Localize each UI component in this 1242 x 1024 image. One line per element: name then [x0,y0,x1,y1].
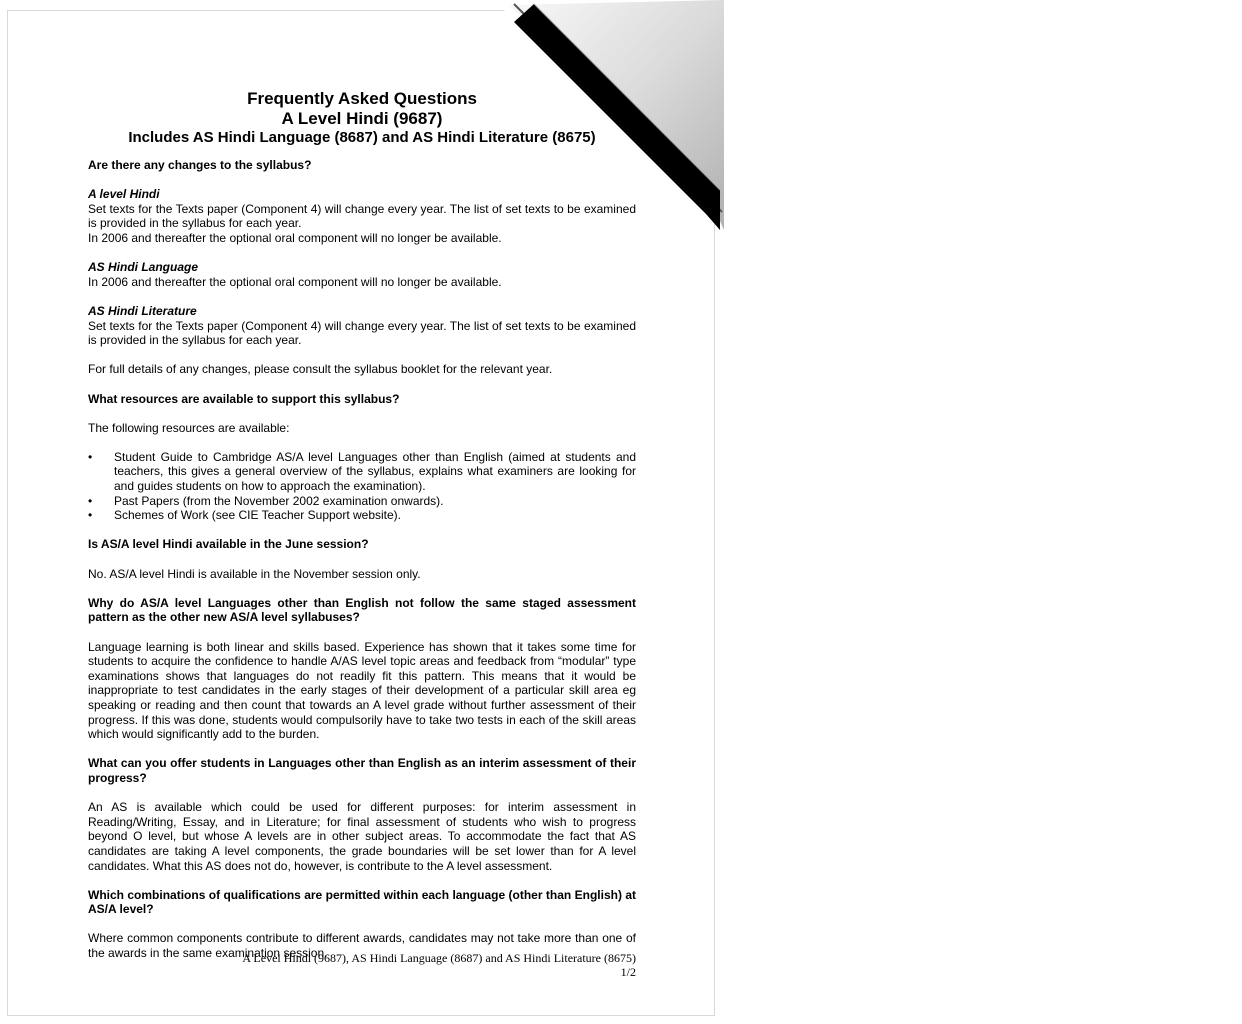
footer-title: A Level Hindi (9687), AS Hindi Language (8687) and AS Hindi Literature (8675) [242,951,636,965]
list-item-text: Student Guide to Cambridge AS/A level Languages other than English (aimed at students and teachers, this gives a general overview of the syllabus, explains what examiners are looking for and guides students on how to approach the examination). [114,449,636,494]
question-staged-assessment: Why do AS/A level Languages other than English not follow the same staged assessment pattern as the other new AS/A level syllabuses? [88,595,636,625]
resources-list [88,450,636,523]
list-item [88,508,636,523]
bullet-icon: • [88,449,93,464]
language-paragraph: In 2006 and thereafter the optional oral component will no longer be available. [88,274,502,289]
document-body [88,158,636,961]
list-item-text: Past Papers (from the November 2002 examination onwards). [114,493,444,508]
answer-staged-assessment: Language learning is both linear and skills based. Experience has shown that it takes some time for students to acquire the confidence to handle A/AS level topic areas and feedback from “modular” type examinations shows that languages do not readily fit this pattern. This means that it would be inappropriate to test candidates in the early stages of their development of a particular skill area eg speaking or reading and then count that towards an A level grade without further assessment of their progress. If this was done, students would compulsorily have to take two tests in each of the skill areas which would significantly add to the burden. [88,639,636,742]
page-title: Frequently Asked Questions [247,89,477,108]
heading-as-hindi-literature: AS Hindi Literature [88,303,197,318]
list-item-text: Schemes of Work (see CIE Teacher Support website). [114,508,402,523]
list-item [88,494,636,509]
watermark-text: www.XtremePapers.com [1073,7,1215,150]
page-subtitle: A Level Hindi (9687) [281,109,443,128]
details-paragraph: For full details of any changes, please consult the syllabus booklet for the relevant year. [88,362,553,377]
heading-as-hindi-language: AS Hindi Language [88,260,199,275]
question-combinations: Which combinations of qualifications are permitted within each language (other than English) at AS/A level? [88,887,636,917]
answer-june-session: No. AS/A level Hindi is available in the November session only. [88,566,421,581]
document-header [0,89,724,147]
heading-a-level-hindi: A level Hindi [88,187,160,202]
bullet-icon: • [88,508,93,523]
bullet-icon: • [88,493,93,508]
includes-line: Includes AS Hindi Language (8687) and AS Hindi Literature (8675) [128,129,596,146]
question-interim-assessment: What can you offer students in Languages other than English as an interim assessment of their progress? [88,756,636,785]
a-level-paragraph-1: Set texts for the Texts paper (Component 4) will change every year. The list of set texts to be examined is provided in the syllabus for each year. [88,201,636,231]
question-june-session: Is AS/A level Hindi available in the June session? [88,537,369,552]
answer-interim-assessment: An AS is available which could be used for different purposes: for interim assessment in Reading/Writing, Essay, and in Literature; for final assessment of students who wish to progress beyond O level, but whose A levels are in other subject areas. To accommodate the fact that AS candidates are taking A level components, the grade boundaries will be set lower than for A level candidates. What this AS does not do, however, is contribute to the A level assessment. [88,800,636,873]
question-resources: What resources are available to support this syllabus? [88,391,400,406]
a-level-paragraph-2: In 2006 and thereafter the optional oral component will no longer be available. [88,230,502,245]
list-item [88,450,636,494]
page-number: 1/2 [620,965,636,979]
question-syllabus-changes: Are there any changes to the syllabus? [88,158,312,172]
resources-intro: The following resources are available: [88,420,290,435]
literature-paragraph: Set texts for the Texts paper (Component 4) will change every year. The list of set texts to be examined is provided in the syllabus for each year. [88,318,636,348]
answer-combinations: Where common components contribute to different awards, candidates may not take more than one of the awards in the same examination session. [88,931,636,961]
page-footer [242,951,636,979]
